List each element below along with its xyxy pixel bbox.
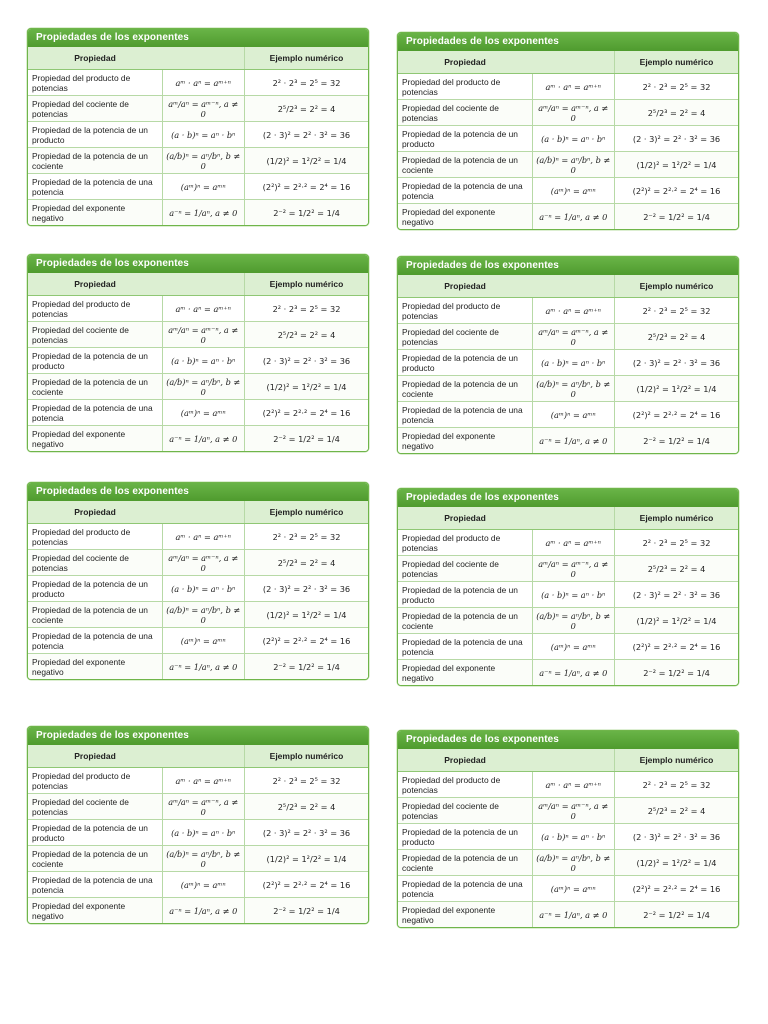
- property-formula: aᵐ/aⁿ = aᵐ⁻ⁿ, a ≠ 0: [532, 324, 615, 350]
- header-formula: [532, 507, 615, 530]
- property-formula: aᵐ/aⁿ = aᵐ⁻ⁿ, a ≠ 0: [532, 100, 615, 126]
- numeric-example: (2 · 3)² = 2² · 3² = 36: [245, 348, 369, 374]
- table-header-row: [28, 47, 368, 70]
- table-row: [398, 126, 738, 152]
- header-property: Propiedad: [28, 501, 162, 524]
- header-example: Ejemplo numérico: [245, 47, 369, 70]
- numeric-example: (2 · 3)² = 2² · 3² = 36: [245, 820, 369, 846]
- exponent-properties-card: [27, 28, 369, 226]
- property-formula: (a · b)ⁿ = aⁿ · bⁿ: [162, 348, 245, 374]
- table-row: [28, 96, 368, 122]
- numeric-example: (1/2)² = 1²/2² = 1/4: [245, 374, 369, 400]
- table-header-row: [398, 507, 738, 530]
- property-name: Propiedad de la potencia de una potencia: [398, 402, 532, 428]
- property-name: Propiedad del producto de potencias: [398, 298, 532, 324]
- property-name: Propiedad del exponente negativo: [28, 426, 162, 452]
- property-formula: (aᵐ)ⁿ = aᵐⁿ: [532, 402, 615, 428]
- property-name: Propiedad de la potencia de un cociente: [28, 374, 162, 400]
- property-name: Propiedad del cociente de potencias: [28, 794, 162, 820]
- header-example: Ejemplo numérico: [615, 507, 739, 530]
- property-name: Propiedad del exponente negativo: [398, 660, 532, 686]
- table-row: [28, 628, 368, 654]
- table-row: [398, 634, 738, 660]
- numeric-example: (2²)² = 2²·² = 2⁴ = 16: [245, 400, 369, 426]
- property-name: Propiedad de la potencia de un cociente: [398, 850, 532, 876]
- property-name: Propiedad del producto de potencias: [28, 768, 162, 794]
- header-formula: [532, 51, 615, 74]
- table-row: [28, 898, 368, 924]
- numeric-example: 2⁵/2³ = 2² = 4: [245, 794, 369, 820]
- property-name: Propiedad de la potencia de un producto: [28, 820, 162, 846]
- table-row: [398, 798, 738, 824]
- table-row: [398, 402, 738, 428]
- property-name: Propiedad del exponente negativo: [398, 428, 532, 454]
- table-row: [398, 428, 738, 454]
- properties-table: [398, 51, 738, 229]
- numeric-example: (2 · 3)² = 2² · 3² = 36: [245, 122, 369, 148]
- property-name: Propiedad del exponente negativo: [398, 902, 532, 928]
- table-header-row: [28, 745, 368, 768]
- property-name: Propiedad de la potencia de un cociente: [398, 376, 532, 402]
- table-row: [398, 530, 738, 556]
- property-name: Propiedad del cociente de potencias: [28, 322, 162, 348]
- property-formula: a⁻ⁿ = 1/aⁿ, a ≠ 0: [532, 428, 615, 454]
- numeric-example: (1/2)² = 1²/2² = 1/4: [615, 152, 739, 178]
- header-formula: [532, 749, 615, 772]
- numeric-example: 2² · 2³ = 2⁵ = 32: [615, 772, 739, 798]
- property-formula: aᵐ/aⁿ = aᵐ⁻ⁿ, a ≠ 0: [162, 550, 245, 576]
- numeric-example: 2⁻² = 1/2² = 1/4: [615, 428, 739, 454]
- property-name: Propiedad de la potencia de una potencia: [28, 174, 162, 200]
- table-row: [398, 74, 738, 100]
- header-property: Propiedad: [398, 275, 532, 298]
- property-formula: (a/b)ⁿ = aⁿ/bⁿ, b ≠ 0: [162, 374, 245, 400]
- property-name: Propiedad de la potencia de un cociente: [28, 846, 162, 872]
- table-row: [398, 902, 738, 928]
- card-title: Propiedades de los exponentes: [28, 727, 368, 745]
- property-formula: (a · b)ⁿ = aⁿ · bⁿ: [532, 126, 615, 152]
- property-formula: aᵐ · aⁿ = aᵐ⁺ⁿ: [532, 298, 615, 324]
- table-row: [28, 400, 368, 426]
- numeric-example: 2⁵/2³ = 2² = 4: [615, 100, 739, 126]
- numeric-example: 2⁻² = 1/2² = 1/4: [615, 204, 739, 230]
- property-name: Propiedad de la potencia de un producto: [28, 348, 162, 374]
- property-formula: (aᵐ)ⁿ = aᵐⁿ: [532, 876, 615, 902]
- property-name: Propiedad de la potencia de una potencia: [28, 628, 162, 654]
- numeric-example: (1/2)² = 1²/2² = 1/4: [615, 850, 739, 876]
- property-name: Propiedad del producto de potencias: [398, 772, 532, 798]
- property-formula: a⁻ⁿ = 1/aⁿ, a ≠ 0: [532, 204, 615, 230]
- table-row: [398, 298, 738, 324]
- exponent-properties-card: [397, 730, 739, 928]
- table-row: [28, 602, 368, 628]
- property-formula: (a · b)ⁿ = aⁿ · bⁿ: [532, 350, 615, 376]
- property-formula: (a/b)ⁿ = aⁿ/bⁿ, b ≠ 0: [162, 846, 245, 872]
- header-property: Propiedad: [28, 273, 162, 296]
- card-title: Propiedades de los exponentes: [28, 255, 368, 273]
- numeric-example: (2²)² = 2²·² = 2⁴ = 16: [245, 174, 369, 200]
- table-header-row: [398, 51, 738, 74]
- table-row: [28, 846, 368, 872]
- property-name: Propiedad del producto de potencias: [398, 530, 532, 556]
- exponent-properties-card: [397, 256, 739, 454]
- property-formula: a⁻ⁿ = 1/aⁿ, a ≠ 0: [162, 654, 245, 680]
- property-formula: aᵐ · aⁿ = aᵐ⁺ⁿ: [162, 768, 245, 794]
- numeric-example: (1/2)² = 1²/2² = 1/4: [615, 376, 739, 402]
- table-row: [28, 348, 368, 374]
- table-row: [28, 70, 368, 96]
- table-row: [398, 324, 738, 350]
- property-name: Propiedad del exponente negativo: [28, 898, 162, 924]
- property-formula: a⁻ⁿ = 1/aⁿ, a ≠ 0: [162, 898, 245, 924]
- table-row: [28, 550, 368, 576]
- numeric-example: (2²)² = 2²·² = 2⁴ = 16: [615, 402, 739, 428]
- numeric-example: 2⁻² = 1/2² = 1/4: [615, 660, 739, 686]
- property-formula: a⁻ⁿ = 1/aⁿ, a ≠ 0: [162, 200, 245, 226]
- header-property: Propiedad: [28, 745, 162, 768]
- table-row: [398, 350, 738, 376]
- property-name: Propiedad del cociente de potencias: [398, 324, 532, 350]
- table-row: [398, 204, 738, 230]
- table-row: [398, 608, 738, 634]
- exponent-properties-card: [27, 726, 369, 924]
- numeric-example: 2² · 2³ = 2⁵ = 32: [615, 298, 739, 324]
- exponent-properties-card: [27, 482, 369, 680]
- numeric-example: 2⁻² = 1/2² = 1/4: [245, 654, 369, 680]
- property-formula: (aᵐ)ⁿ = aᵐⁿ: [532, 634, 615, 660]
- table-header-row: [28, 273, 368, 296]
- table-row: [28, 374, 368, 400]
- exponent-properties-card: [397, 32, 739, 230]
- property-name: Propiedad de la potencia de un producto: [28, 576, 162, 602]
- property-name: Propiedad del producto de potencias: [28, 296, 162, 322]
- property-name: Propiedad de la potencia de un producto: [398, 350, 532, 376]
- property-formula: aᵐ/aⁿ = aᵐ⁻ⁿ, a ≠ 0: [162, 96, 245, 122]
- header-formula: [162, 47, 245, 70]
- numeric-example: 2⁵/2³ = 2² = 4: [615, 798, 739, 824]
- property-formula: aᵐ · aⁿ = aᵐ⁺ⁿ: [162, 70, 245, 96]
- table-header-row: [28, 501, 368, 524]
- numeric-example: 2² · 2³ = 2⁵ = 32: [245, 70, 369, 96]
- numeric-example: (1/2)² = 1²/2² = 1/4: [615, 608, 739, 634]
- numeric-example: (2 · 3)² = 2² · 3² = 36: [615, 582, 739, 608]
- numeric-example: 2⁻² = 1/2² = 1/4: [245, 200, 369, 226]
- property-name: Propiedad de la potencia de un cociente: [28, 602, 162, 628]
- property-name: Propiedad del exponente negativo: [28, 200, 162, 226]
- numeric-example: 2⁵/2³ = 2² = 4: [615, 556, 739, 582]
- table-row: [398, 178, 738, 204]
- property-formula: a⁻ⁿ = 1/aⁿ, a ≠ 0: [162, 426, 245, 452]
- header-formula: [532, 275, 615, 298]
- numeric-example: (1/2)² = 1²/2² = 1/4: [245, 148, 369, 174]
- table-row: [28, 200, 368, 226]
- numeric-example: 2² · 2³ = 2⁵ = 32: [615, 74, 739, 100]
- property-name: Propiedad de la potencia de una potencia: [398, 876, 532, 902]
- properties-table: [28, 273, 368, 451]
- table-row: [28, 794, 368, 820]
- property-formula: aᵐ/aⁿ = aᵐ⁻ⁿ, a ≠ 0: [532, 556, 615, 582]
- property-formula: aᵐ · aⁿ = aᵐ⁺ⁿ: [532, 74, 615, 100]
- header-property: Propiedad: [28, 47, 162, 70]
- table-row: [28, 148, 368, 174]
- property-formula: (a · b)ⁿ = aⁿ · bⁿ: [162, 122, 245, 148]
- numeric-example: (2²)² = 2²·² = 2⁴ = 16: [245, 628, 369, 654]
- property-formula: (a · b)ⁿ = aⁿ · bⁿ: [532, 824, 615, 850]
- properties-table: [398, 275, 738, 453]
- numeric-example: 2⁻² = 1/2² = 1/4: [245, 426, 369, 452]
- property-formula: (a/b)ⁿ = aⁿ/bⁿ, b ≠ 0: [532, 152, 615, 178]
- property-formula: (a/b)ⁿ = aⁿ/bⁿ, b ≠ 0: [162, 602, 245, 628]
- table-row: [28, 426, 368, 452]
- numeric-example: (2²)² = 2²·² = 2⁴ = 16: [615, 634, 739, 660]
- exponent-properties-card: [27, 254, 369, 452]
- property-formula: a⁻ⁿ = 1/aⁿ, a ≠ 0: [532, 902, 615, 928]
- table-row: [398, 376, 738, 402]
- property-name: Propiedad de la potencia de un cociente: [398, 608, 532, 634]
- numeric-example: 2⁻² = 1/2² = 1/4: [245, 898, 369, 924]
- property-formula: aᵐ/aⁿ = aᵐ⁻ⁿ, a ≠ 0: [162, 794, 245, 820]
- properties-table: [28, 47, 368, 225]
- numeric-example: 2² · 2³ = 2⁵ = 32: [245, 768, 369, 794]
- header-property: Propiedad: [398, 507, 532, 530]
- property-name: Propiedad de la potencia de una potencia: [398, 634, 532, 660]
- card-title: Propiedades de los exponentes: [28, 29, 368, 47]
- header-example: Ejemplo numérico: [245, 745, 369, 768]
- table-row: [28, 576, 368, 602]
- header-formula: [162, 745, 245, 768]
- table-row: [28, 524, 368, 550]
- property-formula: (aᵐ)ⁿ = aᵐⁿ: [162, 400, 245, 426]
- property-formula: aᵐ · aⁿ = aᵐ⁺ⁿ: [162, 296, 245, 322]
- numeric-example: 2⁵/2³ = 2² = 4: [245, 96, 369, 122]
- property-formula: aᵐ/aⁿ = aᵐ⁻ⁿ, a ≠ 0: [532, 798, 615, 824]
- table-row: [28, 768, 368, 794]
- property-name: Propiedad del producto de potencias: [28, 70, 162, 96]
- property-formula: aᵐ · aⁿ = aᵐ⁺ⁿ: [162, 524, 245, 550]
- table-header-row: [398, 749, 738, 772]
- properties-table: [398, 749, 738, 927]
- property-formula: (a/b)ⁿ = aⁿ/bⁿ, b ≠ 0: [532, 376, 615, 402]
- numeric-example: (1/2)² = 1²/2² = 1/4: [245, 602, 369, 628]
- property-name: Propiedad del producto de potencias: [398, 74, 532, 100]
- property-name: Propiedad de la potencia de una potencia: [28, 400, 162, 426]
- properties-table: [398, 507, 738, 685]
- property-name: Propiedad del exponente negativo: [398, 204, 532, 230]
- table-row: [398, 582, 738, 608]
- numeric-example: (2 · 3)² = 2² · 3² = 36: [245, 576, 369, 602]
- property-formula: (a · b)ⁿ = aⁿ · bⁿ: [162, 820, 245, 846]
- property-formula: aᵐ · aⁿ = aᵐ⁺ⁿ: [532, 530, 615, 556]
- card-title: Propiedades de los exponentes: [398, 489, 738, 507]
- property-formula: (a · b)ⁿ = aⁿ · bⁿ: [532, 582, 615, 608]
- property-name: Propiedad del cociente de potencias: [398, 556, 532, 582]
- header-formula: [162, 501, 245, 524]
- table-header-row: [398, 275, 738, 298]
- header-example: Ejemplo numérico: [245, 501, 369, 524]
- table-row: [28, 654, 368, 680]
- numeric-example: 2⁻² = 1/2² = 1/4: [615, 902, 739, 928]
- property-name: Propiedad de la potencia de un cociente: [28, 148, 162, 174]
- header-example: Ejemplo numérico: [615, 275, 739, 298]
- header-formula: [162, 273, 245, 296]
- numeric-example: (2²)² = 2²·² = 2⁴ = 16: [615, 178, 739, 204]
- card-title: Propiedades de los exponentes: [28, 483, 368, 501]
- numeric-example: 2⁵/2³ = 2² = 4: [615, 324, 739, 350]
- table-row: [398, 772, 738, 798]
- property-formula: (aᵐ)ⁿ = aᵐⁿ: [162, 174, 245, 200]
- property-name: Propiedad de la potencia de un cociente: [398, 152, 532, 178]
- property-name: Propiedad del producto de potencias: [28, 524, 162, 550]
- property-name: Propiedad del exponente negativo: [28, 654, 162, 680]
- property-name: Propiedad del cociente de potencias: [398, 798, 532, 824]
- table-row: [28, 296, 368, 322]
- numeric-example: (2 · 3)² = 2² · 3² = 36: [615, 350, 739, 376]
- property-name: Propiedad de la potencia de una potencia: [398, 178, 532, 204]
- property-formula: (a · b)ⁿ = aⁿ · bⁿ: [162, 576, 245, 602]
- property-formula: aᵐ/aⁿ = aᵐ⁻ⁿ, a ≠ 0: [162, 322, 245, 348]
- property-formula: (a/b)ⁿ = aⁿ/bⁿ, b ≠ 0: [162, 148, 245, 174]
- properties-table: [28, 745, 368, 923]
- property-name: Propiedad de la potencia de una potencia: [28, 872, 162, 898]
- table-row: [398, 876, 738, 902]
- card-title: Propiedades de los exponentes: [398, 33, 738, 51]
- property-formula: (aᵐ)ⁿ = aᵐⁿ: [532, 178, 615, 204]
- property-name: Propiedad de la potencia de un producto: [398, 582, 532, 608]
- property-formula: (a/b)ⁿ = aⁿ/bⁿ, b ≠ 0: [532, 608, 615, 634]
- numeric-example: 2² · 2³ = 2⁵ = 32: [245, 524, 369, 550]
- property-formula: aᵐ · aⁿ = aᵐ⁺ⁿ: [532, 772, 615, 798]
- numeric-example: (2²)² = 2²·² = 2⁴ = 16: [615, 876, 739, 902]
- table-row: [28, 820, 368, 846]
- table-row: [398, 660, 738, 686]
- numeric-example: 2² · 2³ = 2⁵ = 32: [615, 530, 739, 556]
- numeric-example: (2²)² = 2²·² = 2⁴ = 16: [245, 872, 369, 898]
- table-row: [398, 850, 738, 876]
- property-name: Propiedad del cociente de potencias: [28, 96, 162, 122]
- numeric-example: 2² · 2³ = 2⁵ = 32: [245, 296, 369, 322]
- header-example: Ejemplo numérico: [615, 51, 739, 74]
- property-formula: a⁻ⁿ = 1/aⁿ, a ≠ 0: [532, 660, 615, 686]
- table-row: [28, 122, 368, 148]
- property-name: Propiedad del cociente de potencias: [28, 550, 162, 576]
- header-property: Propiedad: [398, 51, 532, 74]
- property-name: Propiedad de la potencia de un producto: [28, 122, 162, 148]
- property-formula: (aᵐ)ⁿ = aᵐⁿ: [162, 872, 245, 898]
- property-name: Propiedad del cociente de potencias: [398, 100, 532, 126]
- card-title: Propiedades de los exponentes: [398, 257, 738, 275]
- table-row: [398, 152, 738, 178]
- table-row: [28, 322, 368, 348]
- card-title: Propiedades de los exponentes: [398, 731, 738, 749]
- properties-table: [28, 501, 368, 679]
- table-row: [398, 100, 738, 126]
- property-name: Propiedad de la potencia de un producto: [398, 126, 532, 152]
- numeric-example: 2⁵/2³ = 2² = 4: [245, 322, 369, 348]
- property-name: Propiedad de la potencia de un producto: [398, 824, 532, 850]
- table-row: [28, 872, 368, 898]
- numeric-example: (2 · 3)² = 2² · 3² = 36: [615, 126, 739, 152]
- numeric-example: 2⁵/2³ = 2² = 4: [245, 550, 369, 576]
- header-example: Ejemplo numérico: [245, 273, 369, 296]
- exponent-properties-card: [397, 488, 739, 686]
- table-row: [398, 824, 738, 850]
- property-formula: (a/b)ⁿ = aⁿ/bⁿ, b ≠ 0: [532, 850, 615, 876]
- numeric-example: (1/2)² = 1²/2² = 1/4: [245, 846, 369, 872]
- table-row: [28, 174, 368, 200]
- header-example: Ejemplo numérico: [615, 749, 739, 772]
- property-formula: (aᵐ)ⁿ = aᵐⁿ: [162, 628, 245, 654]
- table-row: [398, 556, 738, 582]
- header-property: Propiedad: [398, 749, 532, 772]
- numeric-example: (2 · 3)² = 2² · 3² = 36: [615, 824, 739, 850]
